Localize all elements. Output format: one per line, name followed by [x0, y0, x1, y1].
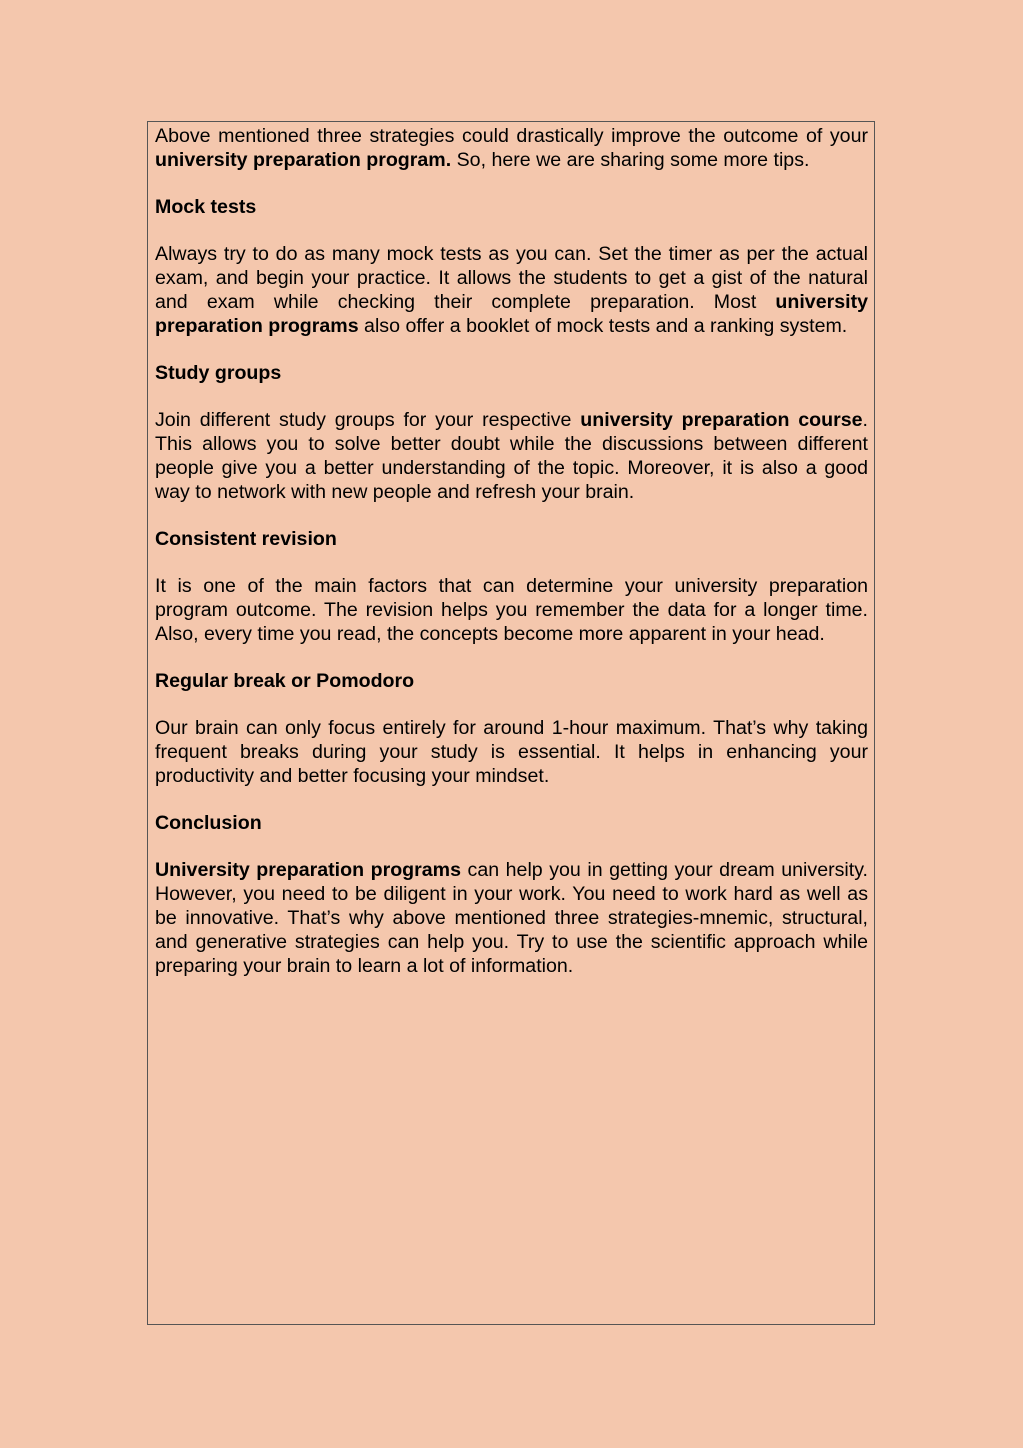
breaks-heading: Regular break or Pomodoro — [155, 670, 415, 692]
mock-bold-term: university preparation programs — [155, 291, 868, 337]
conclusion-paragraph — [155, 858, 868, 978]
study-text-1: Join different study groups for your respective — [155, 409, 581, 431]
study-bold-term: university preparation course — [580, 409, 863, 431]
study-text-2: . This allows you to solve better doubt while the discussions between different people give you a better understanding of the topic. Moreover, it is also a good way to network with new people and refresh your brain. — [155, 409, 868, 503]
mock-text-1: Always try to do as many mock tests as you can. Set the timer as per the actual exam, and begin your practice. It allows the students to get a gist of the natural and exam while checking their complete preparation. Most — [155, 243, 868, 313]
mock-tests-paragraph — [155, 242, 868, 338]
mock-text-2: also offer a booklet of mock tests and a ranking system. — [358, 315, 848, 337]
study-groups-paragraph — [155, 408, 868, 504]
revision-paragraph: It is one of the main factors that can determine your university preparation program outcome. The revision helps you remember the data for a longer time. Also, every time you read, the concepts become more apparent in your head. — [155, 575, 868, 645]
breaks-paragraph: Our brain can only focus entirely for around 1-hour maximum. That’s why taking frequent breaks during your study is essential. It helps in enhancing your productivity and better focusing your mindset. — [155, 717, 868, 787]
intro-text-1: Above mentioned three strategies could drastically improve the outcome of your — [155, 125, 868, 147]
revision-heading: Consistent revision — [155, 528, 337, 550]
intro-bold-term: university preparation program. — [155, 149, 452, 171]
intro-text-2: So, here we are sharing some more tips. — [451, 149, 810, 171]
conclusion-bold-term: University preparation programs — [155, 859, 461, 881]
intro-paragraph — [155, 124, 868, 172]
conclusion-heading: Conclusion — [155, 812, 262, 834]
conclusion-text: can help you in getting your dream university. However, you need to be diligent in your work. You need to work hard as well as be innovative. That’s why above mentioned three strategies-mnemic, structural, and generative strategies can help you. Try to use the scientific approach while preparing your brain to learn a lot of information. — [155, 859, 868, 977]
study-groups-heading: Study groups — [155, 362, 282, 384]
document-body — [155, 124, 868, 1001]
mock-tests-heading: Mock tests — [155, 196, 257, 218]
